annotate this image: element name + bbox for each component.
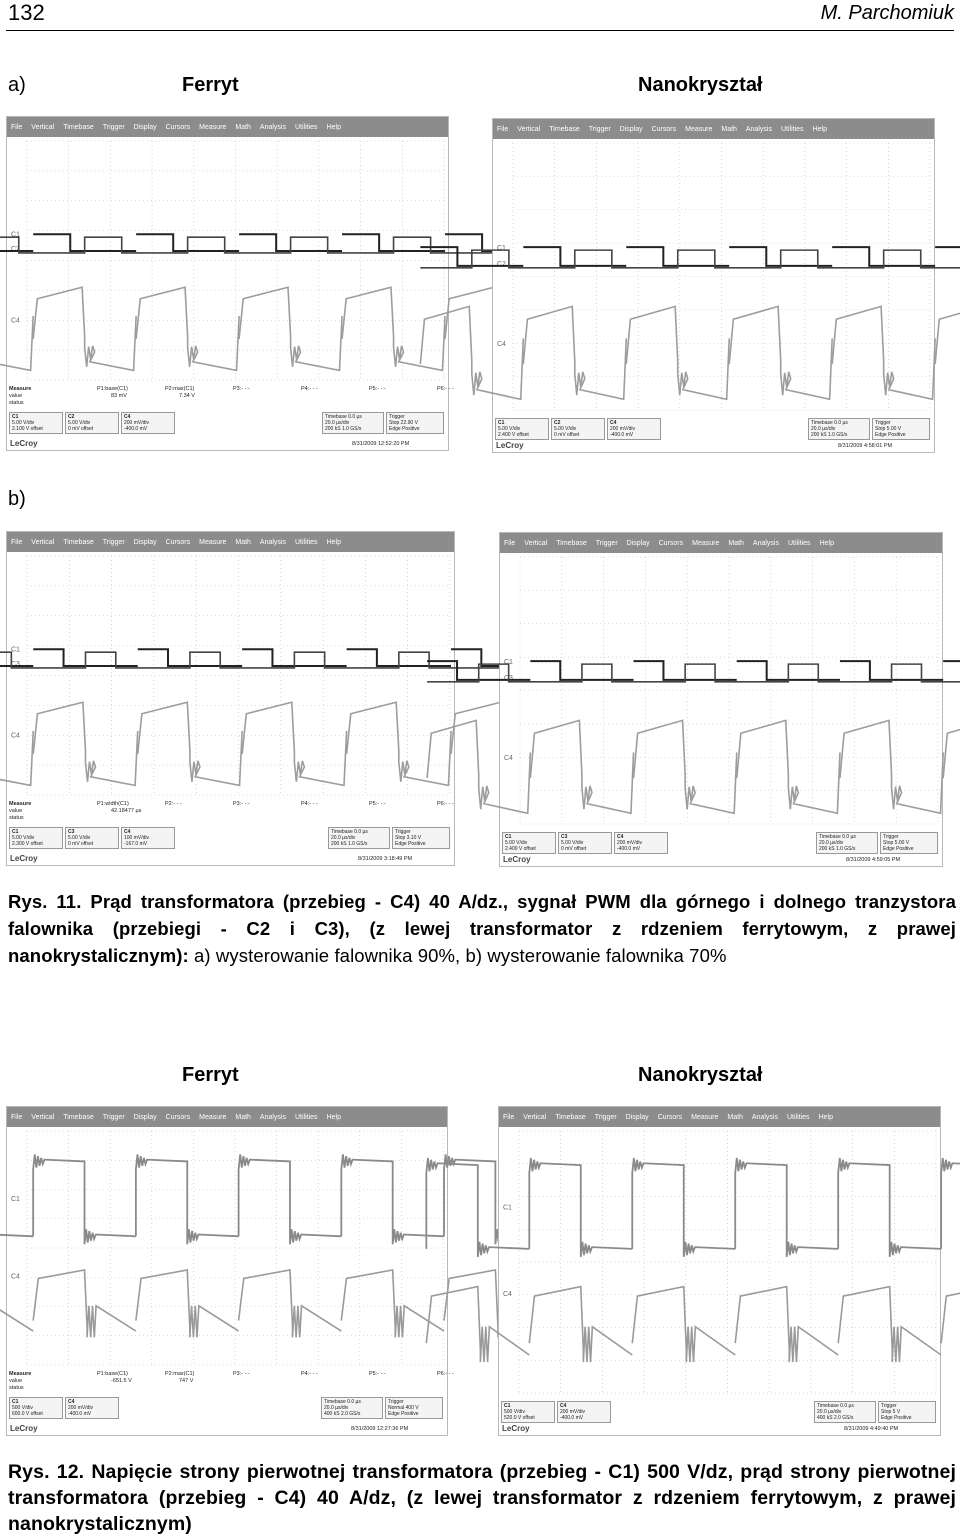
timebase-text: 400 kS 2.0 GS/s xyxy=(324,1411,361,1417)
menu-item[interactable]: Measure xyxy=(685,125,713,133)
lecroy-logo: LeCroy xyxy=(10,439,38,448)
menu-item[interactable]: File xyxy=(11,123,23,131)
menu-item[interactable]: Measure xyxy=(199,1113,227,1121)
scope-screenshot xyxy=(6,1106,454,1436)
menu-item[interactable]: File xyxy=(504,539,516,547)
menu-item[interactable]: Cursors xyxy=(165,1113,191,1121)
measure-param: P5:- - - xyxy=(369,1371,386,1377)
channel-id: C2 xyxy=(554,420,561,426)
timebase-text: Timebase 0.0 µs xyxy=(819,834,856,840)
channel-box[interactable] xyxy=(502,832,556,854)
menu-item[interactable]: Measure xyxy=(199,123,227,131)
caption-12-bold: Rys. 12. Napięcie strony pierwotnej transformatora (przebieg - C1) 500 V/dz, prąd strony pierwotnej transformatora (przebieg - C4) 40 A/dz, (z lewej transformator z rdzeniem ferrytowym, z prawej nanokrystalicznym) xyxy=(8,1461,956,1535)
measure-label: Measure xyxy=(9,1371,32,1377)
channel-box[interactable] xyxy=(65,827,119,849)
trace-c4-current xyxy=(420,306,960,399)
measure-param: P4:- - - xyxy=(301,386,318,392)
trigger-box[interactable] xyxy=(392,827,450,849)
timebase-text: 20.0 µs/div xyxy=(811,426,836,432)
menu-item[interactable]: Trigger xyxy=(102,123,125,131)
channel-scale: 5.00 V/div xyxy=(561,840,584,846)
channel-box[interactable] xyxy=(121,412,175,434)
measure-value: 42.18477 µs xyxy=(111,808,142,814)
trace-c-pwm-upper xyxy=(0,646,555,666)
scope-screenshot xyxy=(6,116,454,451)
measure-param: P4:- - - xyxy=(301,801,318,807)
menu-item[interactable]: Timebase xyxy=(63,538,94,546)
scope-timestamp: 8/31/2009 4:59:05 PM xyxy=(846,857,901,863)
menu-item[interactable]: File xyxy=(11,1113,23,1121)
channel-scale: 200 mV/div xyxy=(68,1405,94,1411)
menu-item[interactable]: Vertical xyxy=(517,125,541,133)
page-number: 132 xyxy=(8,0,45,25)
menu-item[interactable]: Analysis xyxy=(751,1113,778,1121)
trigger-text: Stop 5 V xyxy=(881,1409,901,1415)
channel-id: C4 xyxy=(617,834,624,840)
scope-info-panel xyxy=(7,799,454,865)
menu-item[interactable]: File xyxy=(497,125,509,133)
trigger-text: Trigger xyxy=(395,829,411,835)
channel-scale: 100 mV/div xyxy=(124,835,150,841)
menu-item[interactable]: Display xyxy=(619,125,643,133)
menu-item[interactable]: Trigger xyxy=(595,539,618,547)
menu-item[interactable]: Measure xyxy=(691,1113,719,1121)
scope-info-panel xyxy=(493,414,934,452)
trigger-text: Trigger xyxy=(883,834,899,840)
channel-scale: 5.00 V/div xyxy=(554,426,577,432)
timebase-box[interactable] xyxy=(816,832,878,854)
trigger-text: Edge Positive xyxy=(389,426,420,432)
menu-item[interactable]: Display xyxy=(133,1113,157,1121)
scope-screen xyxy=(499,1127,940,1397)
channel-box[interactable] xyxy=(607,418,661,440)
menu-item[interactable]: Vertical xyxy=(524,539,548,547)
menu-item[interactable]: File xyxy=(11,538,23,546)
channel-offset: 2.400 V offset xyxy=(505,846,536,852)
header-rule xyxy=(6,30,954,31)
label-ferryt-top: Ferryt xyxy=(182,74,239,96)
timebase-text: 20.0 µs/div xyxy=(819,840,844,846)
scope-screen xyxy=(500,553,942,828)
channel-scale: 5.00 V/div xyxy=(12,420,35,426)
trace-c-pwm-upper xyxy=(0,231,548,251)
menu-item[interactable]: Display xyxy=(133,538,157,546)
measure-param: P1:base(C1) xyxy=(97,386,128,392)
measure-param: P6:- - - xyxy=(437,1371,454,1377)
lecroy-logo: LeCroy xyxy=(10,854,38,863)
measure-label: status xyxy=(9,815,24,821)
menu-item[interactable]: Vertical xyxy=(523,1113,547,1121)
trigger-text: Stop 5.00 V xyxy=(875,426,902,432)
timebase-text: 20.0 µs/div xyxy=(324,1405,349,1411)
measure-value: 7.34 V xyxy=(179,393,195,399)
timebase-text: 200 kS 1.0 GS/s xyxy=(331,841,368,847)
trigger-text: Stop 3.10 V xyxy=(395,835,422,841)
channel-box[interactable] xyxy=(9,412,63,434)
label-ferryt-bottom: Ferryt xyxy=(182,1064,239,1086)
channel-id: C1 xyxy=(498,420,505,426)
menu-item[interactable]: Math xyxy=(727,1113,743,1121)
trace-pwm xyxy=(0,646,555,668)
scope-screen xyxy=(7,137,448,384)
timebase-text: Timebase 0.0 µs xyxy=(817,1403,854,1409)
menu-item[interactable]: Help xyxy=(326,123,341,131)
lecroy-logo: LeCroy xyxy=(10,1424,38,1433)
menu-item[interactable]: Analysis xyxy=(259,1113,286,1121)
channel-id: C4 xyxy=(610,420,617,426)
channel-offset: 520.0 V offset xyxy=(504,1415,535,1421)
channel-offset: 2.100 V offset xyxy=(12,426,43,432)
menu-item[interactable]: Utilities xyxy=(787,1113,810,1121)
channel-box[interactable] xyxy=(614,832,668,854)
page-author: M. Parchomiuk xyxy=(820,2,954,24)
measure-param: P3:- - - xyxy=(233,386,250,392)
channel-scale: 200 mV/div xyxy=(560,1409,586,1415)
channel-scale: 5.00 V/div xyxy=(68,420,91,426)
menu-item[interactable]: Math xyxy=(235,1113,251,1121)
menu-item[interactable]: Vertical xyxy=(31,123,55,131)
label-a: a) xyxy=(8,74,26,96)
timebase-box[interactable] xyxy=(321,1397,383,1419)
menu-item[interactable]: Help xyxy=(326,538,341,546)
channel-offset: 2.300 V offset xyxy=(12,841,43,847)
timebase-text: Timebase 0.0 µs xyxy=(324,1399,361,1405)
channel-marker: C4 xyxy=(503,1291,512,1299)
measure-param: P2:max(C1) xyxy=(165,1371,195,1377)
scope-timestamp: 8/31/2009 4:58:01 PM xyxy=(838,443,893,449)
channel-offset: 0 mV offset xyxy=(561,846,587,852)
trigger-text: Edge Positive xyxy=(883,846,914,852)
caption-rys-11 xyxy=(8,888,956,969)
trigger-text: Trigger xyxy=(389,414,405,420)
trace-c4-current xyxy=(427,720,960,813)
menu-item[interactable]: Analysis xyxy=(259,538,286,546)
menu-item[interactable]: Cursors xyxy=(651,125,677,133)
channel-id: C4 xyxy=(68,1399,75,1405)
trace-c1-voltage xyxy=(0,1154,547,1244)
channel-id: C1 xyxy=(12,414,19,420)
trace-c4-current xyxy=(0,1270,547,1337)
timebase-text: Timebase 0.0 µs xyxy=(331,829,368,835)
channel-scale: 5.00 V/div xyxy=(12,835,35,841)
measure-param: P3:- - - xyxy=(233,801,250,807)
timebase-text: Timebase 0.0 µs xyxy=(811,420,848,426)
trace-c4-current xyxy=(0,702,555,785)
scope-timestamp: 8/31/2009 4:49:40 PM xyxy=(844,1426,899,1432)
scope-screen xyxy=(493,139,934,414)
menu-item[interactable]: File xyxy=(503,1113,515,1121)
scope-menu-bar[interactable] xyxy=(500,533,942,553)
channel-marker: C1 xyxy=(11,646,20,654)
trigger-text: Normal 400 V xyxy=(388,1405,419,1411)
measure-param: P5:- - - xyxy=(369,386,386,392)
trigger-text: Edge Positive xyxy=(881,1415,912,1421)
channel-offset: 2.400 V offset xyxy=(498,432,529,438)
channel-box[interactable] xyxy=(9,827,63,849)
trace-c4-current xyxy=(0,287,548,370)
scope-screen xyxy=(7,1127,447,1369)
menu-item[interactable]: Help xyxy=(812,125,827,133)
measure-label: value xyxy=(9,808,23,814)
trigger-box[interactable] xyxy=(386,412,444,434)
channel-id: C1 xyxy=(12,1399,19,1405)
menu-item[interactable]: Measure xyxy=(199,538,227,546)
channel-id: C1 xyxy=(505,834,512,840)
menu-item[interactable]: Trigger xyxy=(102,538,125,546)
measure-label: Measure xyxy=(9,801,32,807)
timebase-text: 400 kS 2.0 GS/s xyxy=(817,1415,854,1421)
measure-label: value xyxy=(9,1378,23,1384)
scope-menu-bar[interactable] xyxy=(7,117,448,137)
channel-marker: C2 xyxy=(497,260,506,268)
label-nano-top: Nanokryształ xyxy=(638,74,763,96)
scope-menu-bar[interactable] xyxy=(7,532,454,552)
menu-item[interactable]: Utilities xyxy=(295,123,318,131)
scope-info-panel xyxy=(499,1397,940,1435)
channel-id: C3 xyxy=(561,834,568,840)
trigger-box[interactable] xyxy=(385,1397,443,1419)
channel-marker: C3 xyxy=(504,674,513,682)
channel-offset: -400.0 mV xyxy=(617,846,641,852)
scope-grid xyxy=(27,141,444,380)
scope-menu-bar[interactable] xyxy=(493,119,934,139)
measure-param: P6:- - - xyxy=(437,386,454,392)
menu-item[interactable]: Utilities xyxy=(781,125,804,133)
measure-param: P1:base(C1) xyxy=(97,1371,128,1377)
timebase-box[interactable] xyxy=(328,827,390,849)
channel-offset: -400.0 mV xyxy=(124,426,148,432)
menu-item[interactable]: Timebase xyxy=(63,123,94,131)
trigger-text: Stop 5.00 V xyxy=(883,840,910,846)
menu-item[interactable]: Math xyxy=(235,123,251,131)
channel-scale: 500 V/div xyxy=(12,1405,33,1411)
menu-item[interactable]: Math xyxy=(728,539,744,547)
label-b: b) xyxy=(8,488,26,510)
measure-label: status xyxy=(9,400,24,406)
scope-screenshot xyxy=(6,531,455,866)
channel-scale: 5.00 V/div xyxy=(505,840,528,846)
channel-offset: -400.0 mV xyxy=(560,1415,584,1421)
channel-marker: C3 xyxy=(11,660,20,668)
scope-timestamp: 8/31/2009 12:52:20 PM xyxy=(352,441,410,447)
menu-item[interactable]: Math xyxy=(721,125,737,133)
menu-item[interactable]: Vertical xyxy=(31,1113,55,1121)
channel-offset: -167.0 mV xyxy=(124,841,148,847)
scope-menu-bar[interactable] xyxy=(499,1107,940,1127)
trigger-text: Trigger xyxy=(881,1403,897,1409)
timebase-text: Timebase 0.0 µs xyxy=(325,414,362,420)
channel-box[interactable] xyxy=(65,412,119,434)
scope-info-panel xyxy=(500,828,942,866)
trigger-text: Edge Positive xyxy=(395,841,426,847)
menu-item[interactable]: Analysis xyxy=(745,125,772,133)
channel-marker: C1 xyxy=(11,1196,20,1204)
channel-box[interactable] xyxy=(558,832,612,854)
channel-offset: 0 mV offset xyxy=(68,841,94,847)
measure-value: 747 V xyxy=(179,1378,194,1384)
channel-box[interactable] xyxy=(557,1401,611,1423)
menu-item[interactable]: Timebase xyxy=(549,125,580,133)
menu-item[interactable]: Trigger xyxy=(588,125,611,133)
channel-marker: C4 xyxy=(11,732,20,740)
channel-scale: 200 mV/div xyxy=(124,420,150,426)
channel-marker: C2 xyxy=(11,245,20,253)
channel-offset: -400.0 mV xyxy=(68,1411,92,1417)
measure-value: -651.5 V xyxy=(111,1378,132,1384)
channel-box[interactable] xyxy=(551,418,605,440)
channel-marker: C1 xyxy=(503,1204,512,1212)
menu-item[interactable]: Cursors xyxy=(657,1113,683,1121)
channel-scale: 500 V/div xyxy=(504,1409,525,1415)
channel-marker: C1 xyxy=(504,658,513,666)
trigger-text: Edge Positive xyxy=(875,432,906,438)
label-nano-bottom: Nanokryształ xyxy=(638,1064,763,1086)
measure-label: Measure xyxy=(9,386,32,392)
timebase-text: 200 kS 1.0 GS/s xyxy=(811,432,848,438)
scope-timestamp: 8/31/2009 12:27:36 PM xyxy=(351,1426,409,1432)
scope-screen xyxy=(7,552,454,799)
timebase-box[interactable] xyxy=(322,412,384,434)
measure-param: P2:max(C1) xyxy=(165,386,195,392)
channel-box[interactable] xyxy=(9,1397,63,1419)
scope-grid xyxy=(27,1131,443,1365)
channel-marker: C4 xyxy=(11,1273,20,1281)
menu-item[interactable]: Trigger xyxy=(102,1113,125,1121)
trigger-box[interactable] xyxy=(878,1401,936,1423)
menu-item[interactable]: Trigger xyxy=(594,1113,617,1121)
channel-box[interactable] xyxy=(121,827,175,849)
lecroy-logo: LeCroy xyxy=(496,441,524,450)
channel-scale: 200 mV/div xyxy=(617,840,643,846)
menu-item[interactable]: Cursors xyxy=(165,538,191,546)
timebase-box[interactable] xyxy=(814,1401,876,1423)
menu-item[interactable]: Timebase xyxy=(556,539,587,547)
channel-marker: C1 xyxy=(497,244,506,252)
measure-param: P6:- - - xyxy=(437,801,454,807)
timebase-text: 20.0 µs/div xyxy=(325,420,350,426)
scope-timestamp: 8/31/2009 3:18:49 PM xyxy=(358,856,413,862)
channel-scale: 5.00 V/div xyxy=(498,426,521,432)
channel-id: C3 xyxy=(68,829,75,835)
menu-item[interactable]: Cursors xyxy=(658,539,684,547)
channel-offset: 0 mV offset xyxy=(554,432,580,438)
menu-item[interactable]: Timebase xyxy=(555,1113,586,1121)
measure-label: status xyxy=(9,1385,24,1391)
channel-id: C4 xyxy=(560,1403,567,1409)
scope-grid xyxy=(27,556,450,795)
trigger-box[interactable] xyxy=(880,832,938,854)
channel-marker: C4 xyxy=(497,340,506,348)
measure-param: P4:- - - xyxy=(301,1371,318,1377)
scope-screenshot xyxy=(498,1106,941,1436)
measure-param: P1:width(C1) xyxy=(97,801,129,807)
menu-item[interactable]: Utilities xyxy=(788,539,811,547)
menu-item[interactable]: Timebase xyxy=(63,1113,94,1121)
timebase-text: 200 kS 1.0 GS/s xyxy=(325,426,362,432)
channel-scale: 5.00 V/div xyxy=(68,835,91,841)
menu-item[interactable]: Cursors xyxy=(165,123,191,131)
trigger-text: Trigger xyxy=(388,1399,404,1405)
trace-pwm xyxy=(0,231,548,253)
measure-param: P5:- - - xyxy=(369,801,386,807)
channel-id: C2 xyxy=(68,414,75,420)
caption-11-bold: Rys. 11. Prąd transformatora (przebieg - C4) 40 A/dz., sygnał PWM dla górnego i dolnego tranzystora falownika (przebiegi - C2 i C3), (z lewej transformator z rdzeniem ferrytowym, z prawej nanokrystalicznym): xyxy=(8,891,956,966)
timebase-box[interactable] xyxy=(808,418,870,440)
trigger-text: Edge Positive xyxy=(388,1411,419,1417)
timebase-text: 200 kS 1.0 GS/s xyxy=(819,846,856,852)
menu-item[interactable]: Help xyxy=(819,539,834,547)
channel-box[interactable] xyxy=(495,418,549,440)
channel-id: C1 xyxy=(12,829,19,835)
caption-11-normal: a) wysterowanie falownika 90%, b) wysterowanie falownika 70% xyxy=(188,945,727,966)
measure-param: P2:- - - xyxy=(165,801,182,807)
menu-item[interactable]: Utilities xyxy=(295,1113,318,1121)
trigger-box[interactable] xyxy=(872,418,930,440)
channel-scale: 200 mV/div xyxy=(610,426,636,432)
menu-item[interactable]: Math xyxy=(235,538,251,546)
menu-item[interactable]: Display xyxy=(626,539,650,547)
menu-item[interactable]: Help xyxy=(326,1113,341,1121)
scope-menu-bar[interactable] xyxy=(7,1107,447,1127)
channel-box[interactable] xyxy=(65,1397,119,1419)
channel-marker: C4 xyxy=(11,317,20,325)
timebase-text: 20.0 µs/div xyxy=(817,1409,842,1415)
menu-item[interactable]: Help xyxy=(818,1113,833,1121)
menu-item[interactable]: Utilities xyxy=(295,538,318,546)
trigger-text: Trigger xyxy=(875,420,891,426)
measure-param: P3:- - - xyxy=(233,1371,250,1377)
channel-offset: 600.0 V offset xyxy=(12,1411,43,1417)
menu-item[interactable]: Display xyxy=(133,123,157,131)
lecroy-logo: LeCroy xyxy=(502,1424,530,1433)
scope-info-panel xyxy=(7,384,454,450)
caption-rys-12 xyxy=(8,1459,956,1537)
channel-id: C1 xyxy=(504,1403,511,1409)
channel-offset: 0 mV offset xyxy=(68,426,94,432)
menu-item[interactable]: Display xyxy=(625,1113,649,1121)
menu-item[interactable]: Measure xyxy=(692,539,720,547)
menu-item[interactable]: Vertical xyxy=(31,538,55,546)
channel-box[interactable] xyxy=(501,1401,555,1423)
scope-screenshot xyxy=(499,532,943,867)
scope-info-panel xyxy=(7,1369,454,1435)
channel-offset: -400.0 mV xyxy=(610,432,634,438)
timebase-text: 20.0 µs/div xyxy=(331,835,356,841)
measure-value: 83 mV xyxy=(111,393,127,399)
channel-marker: C1 xyxy=(11,231,20,239)
channel-marker: C4 xyxy=(504,754,513,762)
channel-id: C4 xyxy=(124,414,131,420)
menu-item[interactable]: Analysis xyxy=(752,539,779,547)
lecroy-logo: LeCroy xyxy=(503,855,531,864)
scope-screenshot xyxy=(492,118,935,453)
measure-label: value xyxy=(9,393,23,399)
trigger-text: Stop 22.90 V xyxy=(389,420,418,426)
menu-item[interactable]: Analysis xyxy=(259,123,286,131)
channel-id: C4 xyxy=(124,829,131,835)
